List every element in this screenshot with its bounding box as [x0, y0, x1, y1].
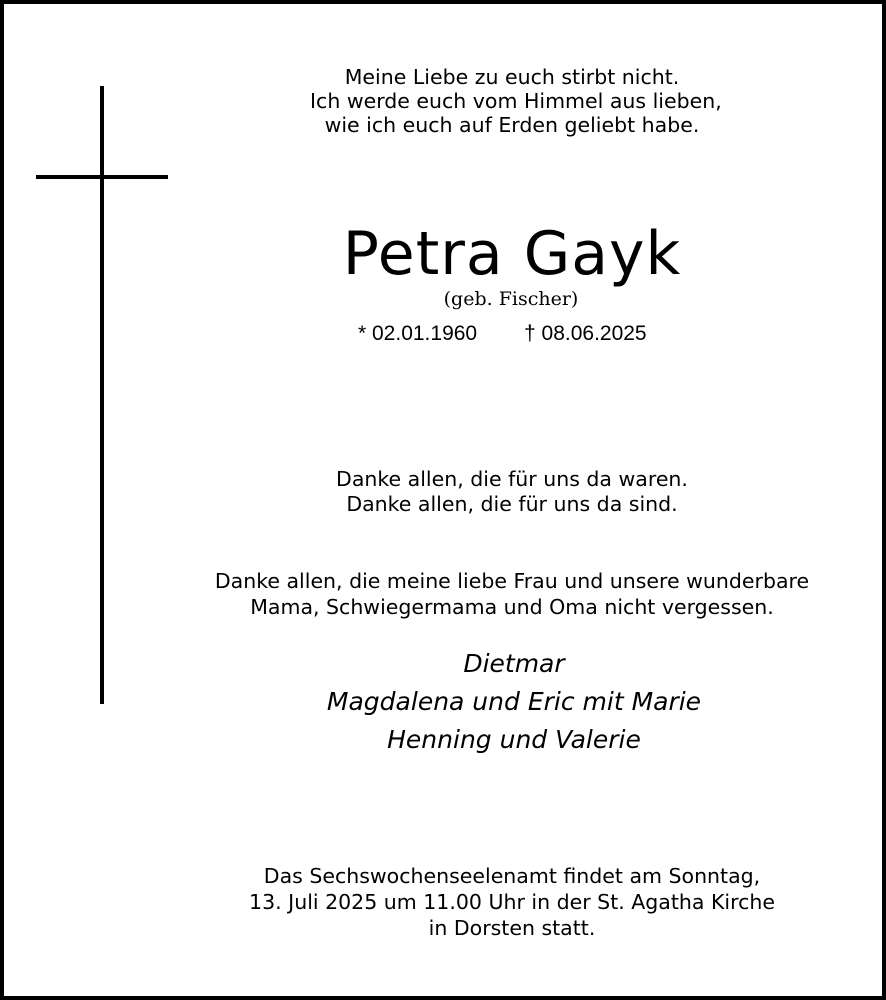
cross-horizontal-bar — [36, 175, 168, 179]
thanks-block-2 — [180, 568, 844, 620]
thanks-line: Danke allen, die für uns da sind. — [346, 492, 678, 516]
deceased-name: Petra Gayk — [342, 219, 682, 289]
service-line: 13. Juli 2025 um 11.00 Uhr in der St. Agatha Kirche — [249, 890, 775, 914]
life-dates — [354, 320, 674, 348]
maiden-name: (geb. Fischer) — [443, 288, 579, 310]
service-line: in Dorsten statt. — [428, 916, 596, 940]
mourner-name: Dietmar — [463, 649, 565, 678]
mourner-name: Henning und Valerie — [387, 725, 641, 754]
mourner-name: Magdalena und Eric mit Marie — [326, 687, 702, 716]
thanks-line: Danke allen, die meine liebe Frau und unsere wunderbare — [214, 569, 810, 593]
death-date: † 08.06.2025 — [524, 322, 647, 345]
quote-line: wie ich euch auf Erden geliebt habe. — [324, 113, 700, 137]
thanks-line: Mama, Schwiegermama und Oma nicht vergessen. — [250, 595, 774, 619]
cross-icon — [36, 86, 168, 704]
service-line: Das Sechswochenseelenamt findet am Sonntag, — [263, 864, 761, 888]
thanks-line: Danke allen, die für uns da waren. — [336, 467, 688, 491]
birth-date: * 02.01.1960 — [358, 322, 478, 345]
thanks-block-1 — [304, 467, 720, 517]
quote-line: Ich werde euch vom Himmel aus lieben, — [310, 89, 722, 113]
memorial-quote — [310, 65, 722, 137]
mourners-list — [294, 645, 734, 759]
service-announcement — [204, 863, 820, 941]
quote-line: Meine Liebe zu euch stirbt nicht. — [344, 65, 680, 89]
